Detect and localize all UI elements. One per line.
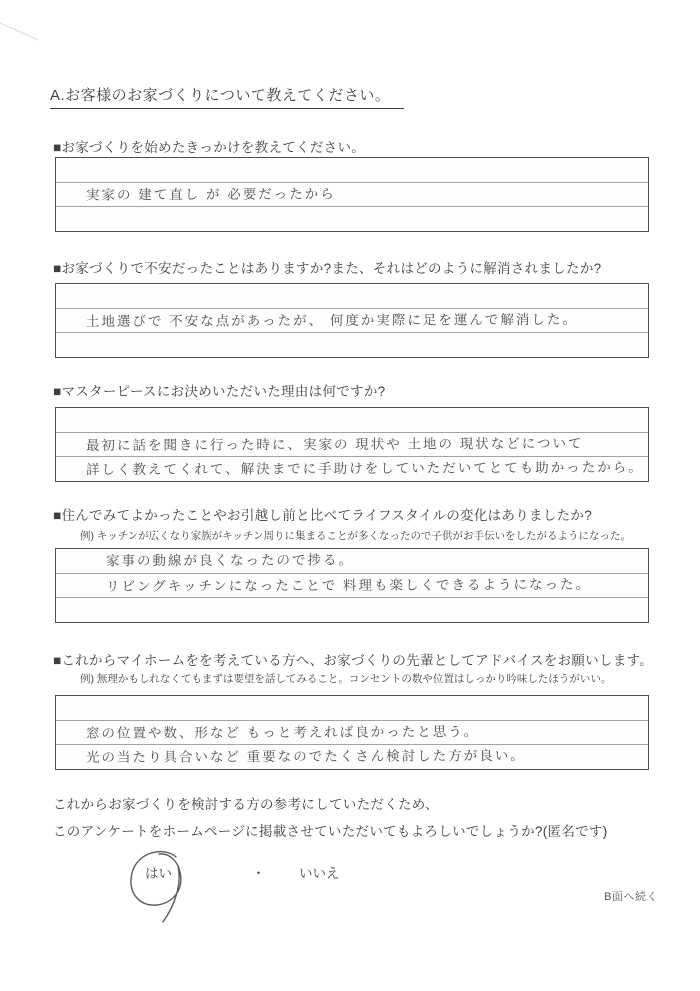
answer-line [56,284,648,308]
consent-text-line2: このアンケートをホームページに掲載させていただいてもよろしいでしょうか?(匿名です) [53,824,608,839]
consent-text-line1: これからお家づくりを検討する方の参考にしていただくため、 [53,797,439,812]
question-4-label: ■住んでみてよかったことやお引越し前と比べてライフスタイルの変化はありましたか? [53,508,593,523]
scan-artifact [0,21,38,41]
answer-line [56,573,648,597]
answer-line [56,182,648,206]
handwritten-answer: 詳しく教えてくれて、解決までに手助けをしていただいてとても助かったから。 [85,459,644,478]
question-5-answer-box [55,695,649,770]
question-3-label: ■マスターピースにお決めいただいた理由は何ですか? [53,384,386,399]
handwritten-answer: 土地選びで 不安な点があったが、 何度か実際に足を運んで解消した。 [85,311,578,330]
handwritten-answer: 最初に話を聞きに行った時に、実家の 現状や 土地の 現状などについて [85,435,584,454]
answer-line [56,549,648,573]
question-4-example: 例) キッチンが広くなり家族がキッチン周りに集まることが多くなったので子供がお手伝いをしたがるようになった。 [80,530,631,542]
question-4-answer-box [55,548,649,623]
answer-line [56,308,648,332]
consent-option-yes [145,862,172,882]
answer-line [56,432,648,456]
answer-line [56,408,648,432]
option-separator: ・ [251,866,266,881]
consent-option-no [299,862,340,882]
question-5-label: ■これからマイホームをを考えている方へ、お家づくりの先輩としてアドバイスをお願いします。 [53,653,654,668]
yes-label: はい [145,866,172,881]
consent-options [145,862,340,882]
question-3-answer-box [55,407,649,482]
answer-line [56,597,648,621]
handwritten-answer: リビングキッチンになったことで 料理も楽しくできるようになった。 [105,576,592,594]
answer-line [56,332,648,356]
answer-line [56,744,648,768]
handwritten-answer: 実家の 建て直し が 必要だったから [85,186,336,203]
handwritten-answer: 窓の位置や数、形など もっと考えれば良かったと思う。 [85,724,480,741]
answer-line [56,720,648,744]
question-1-answer-box [55,157,649,232]
answer-line [56,206,648,230]
question-1-label: ■お家づくりを始めたきっかけを教えてください。 [53,140,366,155]
yes-circle-mark [124,846,194,926]
handwritten-answer: 光の当たり具合いなど 重要なのでたくさん検討した方が良い。 [85,747,526,765]
answer-line [56,158,648,182]
question-5-example: 例) 無理かもしれなくてもまずは要望を話してみること。コンセントの数や位置はしっかり吟味したほうがいい。 [80,673,612,685]
page-title: A.お客様のお家づくりについて教えてください。 [50,84,404,109]
question-2-label: ■お家づくりで不安だったことはありますか?また、それはどのように解消されましたか? [53,261,602,276]
no-label: いいえ [299,866,340,881]
handwritten-answer: 家事の動線が良くなったので捗る。 [105,552,355,569]
answer-line [56,696,648,720]
answer-line [56,456,648,480]
question-2-answer-box [55,283,649,358]
continue-note: B面へ続く [604,891,658,903]
